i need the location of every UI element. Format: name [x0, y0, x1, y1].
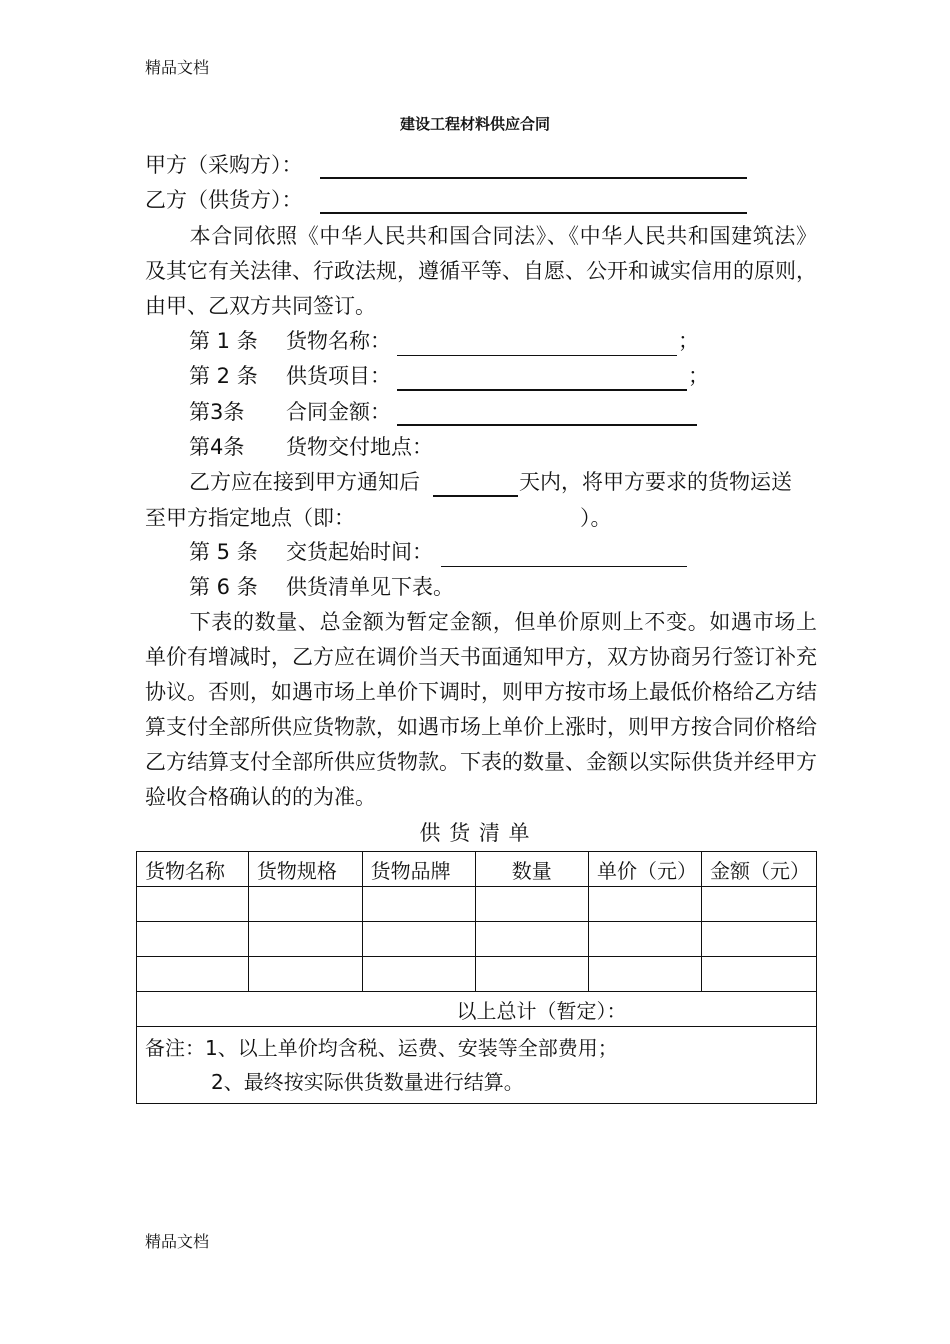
header-goods-name: 货物名称	[137, 852, 249, 887]
article-2-blank[interactable]	[397, 389, 687, 391]
intro-text: 本合同依照《中华人民共和国合同法》、《中华人民共和国建筑法》及其它有关法律、行政法规，遵循平等、自愿、公开和诚实信用的原则，由甲、乙双方共同签订。	[145, 224, 817, 318]
article-3-number: 第3条	[189, 400, 245, 424]
table-cell[interactable]	[702, 957, 817, 992]
delivery-days-blank[interactable]	[433, 495, 518, 497]
table-cell[interactable]	[137, 922, 249, 957]
supply-table	[136, 851, 817, 1104]
article-2-number: 第 2 条	[189, 364, 258, 388]
note-line-2: 2、最终按实际供货数量进行结算。	[211, 1070, 524, 1094]
table-total-row	[137, 992, 817, 1027]
table-cell[interactable]	[702, 922, 817, 957]
table-cell[interactable]	[589, 922, 702, 957]
article-1-suffix: ；	[678, 329, 699, 353]
article-2-suffix: ；	[688, 364, 709, 388]
table-header-row	[137, 852, 817, 887]
article-6	[145, 570, 817, 605]
note-line-1: 备注：1、以上单价均含税、运费、安装等全部费用；	[145, 1036, 618, 1060]
header-amount: 金额（元）	[702, 852, 817, 887]
delivery-part-1: 乙方应在接到甲方通知后	[189, 470, 420, 494]
article-5-blank[interactable]	[441, 566, 687, 567]
table-cell[interactable]	[475, 922, 589, 957]
price-clause-text: 下表的数量、总金额为暂定金额，但单价原则上不变。如遇市场上单价有增减时，乙方应在调价当天书面通知甲方，双方协商另行签订补充协议。否则，如遇市场上单价下调时，则甲方按市场上最低价格给乙方结算支付全部所供应货物款，如遇市场上单价上涨时，则甲方按合同价格给乙方结算支付全部所供应货物款。下表的数量、金额以实际供货并经甲方验收合格确认的的为准。	[145, 610, 817, 809]
article-4	[145, 430, 817, 465]
party-b-label: 乙方（供货方）：	[145, 188, 303, 212]
article-1-blank[interactable]	[397, 355, 677, 356]
table-note-row	[137, 1027, 817, 1104]
header-unit-price: 单价（元）	[589, 852, 702, 887]
party-a-blank[interactable]	[320, 177, 747, 179]
article-5-number: 第 5 条	[189, 540, 258, 564]
header-goods-spec: 货物规格	[248, 852, 362, 887]
intro-paragraph	[145, 219, 817, 324]
delivery-part-2: 天内，将甲方要求的货物运送	[519, 470, 792, 494]
delivery-part-3: 至甲方指定地点（即：	[145, 506, 355, 530]
table-cell[interactable]	[248, 887, 362, 922]
article-5-label: 交货起始时间：	[286, 540, 433, 564]
delivery-line-2	[145, 501, 817, 536]
table-row	[137, 887, 817, 922]
header-quantity: 数量	[475, 852, 589, 887]
table-cell[interactable]	[589, 887, 702, 922]
table-cell[interactable]	[702, 887, 817, 922]
table-cell[interactable]	[362, 887, 475, 922]
table-cell[interactable]	[362, 922, 475, 957]
table-cell[interactable]	[475, 887, 589, 922]
table-caption: 供 货 清 单	[419, 821, 531, 845]
table-row	[137, 922, 817, 957]
article-1-label: 货物名称：	[286, 329, 391, 353]
article-4-number: 第4条	[189, 435, 245, 459]
table-cell[interactable]	[589, 957, 702, 992]
article-1-number: 第 1 条	[189, 329, 258, 353]
party-b-blank[interactable]	[320, 212, 747, 214]
article-1	[145, 324, 817, 359]
table-cell[interactable]	[248, 922, 362, 957]
article-6-label: 供货清单见下表。	[286, 575, 454, 599]
delivery-part-4: ）。	[580, 506, 612, 530]
article-5	[145, 535, 817, 570]
header-goods-brand: 货物品牌	[362, 852, 475, 887]
article-6-number: 第 6 条	[189, 575, 258, 599]
table-cell[interactable]	[248, 957, 362, 992]
note-cell	[137, 1027, 817, 1104]
table-cell[interactable]	[475, 957, 589, 992]
document-title: 建设工程材料供应合同	[399, 115, 550, 133]
price-clause-paragraph	[145, 605, 817, 815]
table-cell[interactable]	[362, 957, 475, 992]
total-label: 以上总计（暂定）：	[137, 992, 817, 1027]
header-watermark: 精品文档	[145, 58, 210, 77]
article-4-label: 货物交付地点：	[286, 435, 433, 459]
party-a-label: 甲方（采购方）：	[145, 153, 303, 177]
footer-watermark: 精品文档	[145, 1232, 210, 1251]
table-cell[interactable]	[137, 887, 249, 922]
article-2-label: 供货项目：	[286, 364, 391, 388]
table-row	[137, 957, 817, 992]
article-3-label: 合同金额：	[286, 400, 391, 424]
article-3-blank[interactable]	[397, 424, 697, 426]
table-cell[interactable]	[137, 957, 249, 992]
